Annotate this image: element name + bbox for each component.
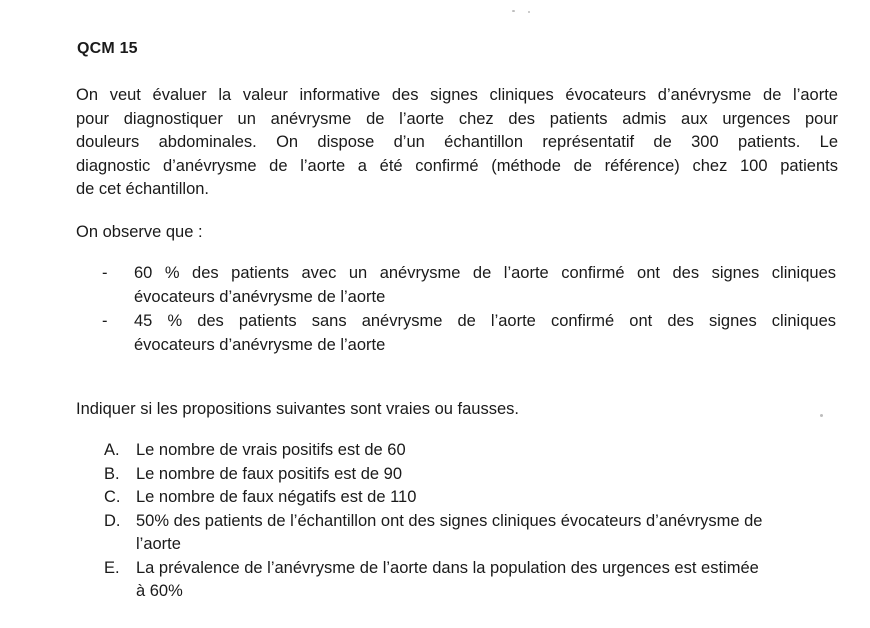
proposition-text: Le nombre de faux négatifs est de 110 [136, 488, 417, 506]
scan-speck [820, 414, 823, 417]
proposition-text: La prévalence de l’anévrysme de l’aorte dans la population des urgences est estimée [136, 558, 759, 577]
instruction-text: Indiquer si les propositions suivantes sont vraies ou fausses. [76, 400, 519, 418]
statement-line: On veut évaluer la valeur informative des signes cliniques évocateurs d’anévrysme de l’aorte [76, 86, 838, 104]
observation-text: évocateurs d’anévrysme de l’aorte [134, 335, 386, 354]
proposition-letter: C. [104, 488, 121, 506]
proposition-letter: E. [104, 558, 120, 577]
observation-list [76, 262, 836, 358]
observation-text: 60 % des patients avec un anévrysme de l’aorte confirmé ont des signes cliniques [134, 264, 836, 282]
proposition-text: Le nombre de vrais positifs est de 60 [136, 441, 406, 459]
question-statement [76, 84, 838, 202]
statement-line: de cet échantillon. [76, 180, 210, 198]
scan-speck [528, 11, 530, 13]
proposition-text: Le nombre de faux positifs est de 90 [136, 464, 402, 483]
proposition-b [104, 463, 844, 487]
proposition-text: l’aorte [136, 535, 181, 553]
scan-speck [512, 10, 515, 12]
observation-label: On observe que : [76, 223, 203, 241]
observation-text: évocateurs d’anévrysme de l’aorte [134, 287, 386, 306]
proposition-e [104, 557, 844, 604]
proposition-text: à 60% [136, 582, 183, 600]
dash-marker: - [102, 312, 108, 330]
statement-line: douleurs abdominales. On dispose d’un échantillon représentatif de 300 patients. Le [76, 133, 838, 151]
proposition-text: 50% des patients de l’échantillon ont des signes cliniques évocateurs d’anévrysme de [136, 511, 763, 530]
dash-marker: - [102, 264, 108, 282]
proposition-list [104, 439, 844, 604]
proposition-letter: D. [104, 511, 121, 530]
statement-line: diagnostic d’anévrysme de l’aorte a été confirmé (méthode de référence) chez 100 patients [76, 156, 838, 175]
proposition-letter: B. [104, 464, 120, 483]
proposition-d [104, 510, 844, 557]
observation-text: 45 % des patients sans anévrysme de l’aorte confirmé ont des signes cliniques [134, 312, 836, 330]
question-title: QCM 15 [77, 40, 138, 57]
proposition-c [104, 486, 844, 510]
observation-item [76, 310, 836, 357]
observation-item [76, 262, 836, 309]
statement-line: pour diagnostiquer un anévrysme de l’aorte chez des patients admis aux urgences pour [76, 109, 838, 128]
proposition-letter: A. [104, 441, 120, 459]
proposition-a [104, 439, 844, 463]
